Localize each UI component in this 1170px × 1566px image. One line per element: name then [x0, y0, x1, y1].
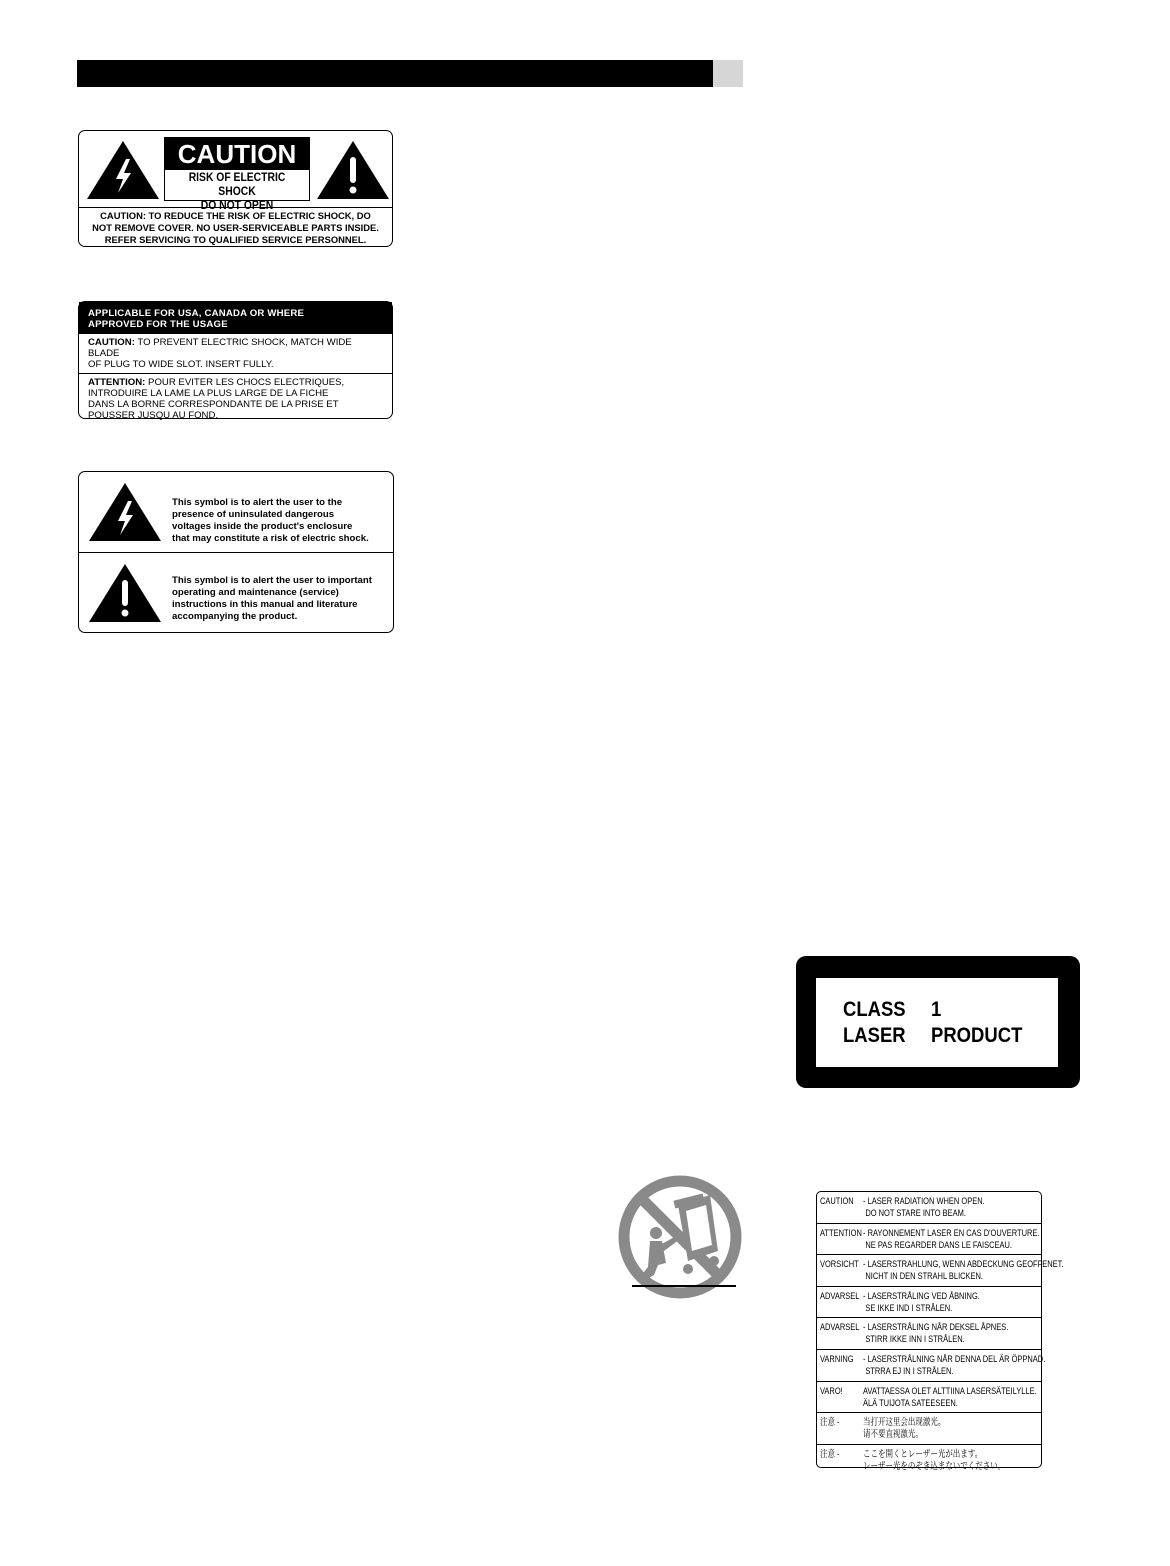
laser-table-row: [817, 1192, 1041, 1223]
caution-text-line-1: CAUTION: TO REDUCE THE RISK OF ELECTRIC SHOCK, DO: [100, 210, 371, 221]
laser-row-line: 请不要直视激光。: [863, 1429, 923, 1441]
caution-title: CAUTION: [165, 138, 309, 170]
laser-row-line: - LASER RADIATION WHEN OPEN.: [863, 1196, 985, 1207]
caution-sub-line-1: RISK OF ELECTRIC SHOCK: [188, 172, 286, 198]
plug-polarity-label: [78, 301, 393, 419]
exclamation-symbol-text: [172, 575, 392, 623]
laser-row-line: AVATTAESSA OLET ALTTIINA LASERSÄTEILYLLE.: [863, 1385, 1037, 1397]
laser-row-line: DO NOT STARE INTO BEAM.: [865, 1208, 966, 1219]
laser-row-line: ÄLÄ TUIJOTA SATEESEEN.: [863, 1397, 958, 1409]
laser-table-row: [817, 1412, 1041, 1444]
laser-row-line: NE PAS REGARDER DANS LE FAISCEAU.: [865, 1239, 1012, 1251]
exclamation-text-line: instructions in this manual and literature: [172, 599, 358, 610]
laser-table-row: [817, 1381, 1041, 1413]
plug-attention-key: ATTENTION:: [88, 377, 146, 388]
laser-row-line: STIRR IKKE INN I STRÅLEN.: [865, 1334, 965, 1346]
class-line-2: [843, 1024, 1023, 1048]
caution-text-line-2: NOT REMOVE COVER. NO USER-SERVICEABLE PARTS INSIDE.: [92, 222, 379, 233]
laser-row-line: - LASERSTRÅLING VED ÅBNING.: [863, 1290, 980, 1302]
page-header-bar: [77, 60, 713, 87]
exclamation-symbol-row: [79, 552, 393, 633]
plug-attention-line-2: INTRODUIRE LA LAME LA PLUS LARGE DE LA FICHE: [88, 388, 329, 399]
laser-row-line: ここを開くとレーザー光が出ます。: [863, 1448, 983, 1460]
plug-attention-line-4: POUSSER JUSQU AU FOND.: [88, 410, 219, 421]
laser-row-text: [863, 1259, 1063, 1283]
laser-row-text: [863, 1354, 1045, 1378]
cart-tip-over-warning-icon: [618, 1175, 742, 1299]
exclamation-text-line: accompanying the product.: [172, 611, 298, 622]
laser-row-label: CAUTION: [820, 1196, 854, 1207]
caution-subtitle: [172, 170, 302, 213]
laser-row-line: - LASERSTRÅLING NÅR DEKSEL ÅPNES.: [863, 1322, 1009, 1334]
class-number: 1: [931, 998, 942, 1021]
lightning-warning-icon: [85, 139, 161, 201]
laser-row-line: NICHT IN DEN STRAHL BLICKEN.: [865, 1271, 984, 1283]
lightning-text-line: presence of uninsulated dangerous: [172, 509, 335, 520]
caution-shock-label: [78, 130, 393, 247]
plug-heading-line-1: APPLICABLE FOR USA, CANADA OR WHERE: [88, 308, 305, 319]
laser-row-line: SE IKKE IND I STRÅLEN.: [865, 1302, 953, 1314]
laser-row-text: [863, 1417, 945, 1441]
laser-row-text: [863, 1291, 980, 1315]
caution-box: [164, 137, 310, 212]
lightning-symbol-row: [79, 472, 393, 552]
laser-row-line: - LASERSTRÅLNING NÅR DENNA DEL ÄR ÖPPNAD.: [863, 1353, 1046, 1365]
class-label-inner: [816, 978, 1058, 1067]
caution-text-line-3: REFER SERVICING TO QUALIFIED SERVICE PERSONNEL.: [104, 234, 367, 245]
laser-table-row: [817, 1317, 1041, 1349]
laser-row-line: STRRA EJ IN I STRÅLEN.: [865, 1365, 954, 1377]
laser-word: LASER: [843, 1024, 906, 1047]
page-header-tab: [713, 60, 743, 87]
laser-row-text: [863, 1196, 985, 1220]
laser-row-line: - RAYONNEMENT LASER EN CAS D'OUVERTURE.: [863, 1227, 1040, 1239]
laser-table-row: [817, 1286, 1041, 1318]
plug-heading-line-2: APPROVED FOR THE USAGE: [88, 319, 228, 330]
plug-attention-row: [79, 373, 392, 424]
laser-row-label: 注意 -: [820, 1448, 840, 1460]
class-1-laser-label: [796, 956, 1080, 1088]
laser-row-label: VARO!: [820, 1385, 843, 1397]
plug-attention-line-1: POUR EVITER LES CHOCS ELECTRIQUES,: [145, 377, 345, 388]
lightning-text-line: that may constitute a risk of electric shock.: [172, 533, 369, 544]
laser-table-row: [817, 1349, 1046, 1381]
laser-row-text: [863, 1386, 1037, 1410]
class-line-1: [843, 998, 942, 1022]
laser-row-line: レーザー光をのぞき込まないでください。: [863, 1460, 1006, 1472]
laser-caution-table: [816, 1191, 1064, 1472]
lightning-text-line: This symbol is to alert the user to the: [172, 497, 343, 508]
laser-row-text: [863, 1449, 1005, 1473]
laser-row-label: VORSICHT: [820, 1259, 859, 1271]
laser-table-row: [817, 1444, 1041, 1476]
laser-row-line: 当打开这里会出现激光。: [863, 1417, 946, 1429]
caution-label-top: [79, 131, 392, 212]
lightning-warning-icon: [87, 481, 163, 543]
exclamation-warning-icon: [315, 139, 391, 201]
product-word: PRODUCT: [931, 1024, 1023, 1047]
lightning-symbol-text: [172, 497, 392, 545]
laser-row-text: [863, 1228, 1039, 1252]
laser-table-row: [817, 1254, 1064, 1286]
exclamation-text-line: operating and maintenance (service): [172, 587, 339, 598]
laser-row-label: VARNING: [820, 1353, 854, 1365]
laser-row-label: ADVARSEL: [820, 1322, 860, 1334]
symbol-explanation-label: [78, 471, 394, 633]
caution-label-text: [79, 209, 392, 246]
class-word: CLASS: [843, 998, 906, 1021]
laser-row-text: [863, 1322, 1008, 1346]
laser-row-label: ADVARSEL: [820, 1290, 860, 1302]
exclamation-warning-icon: [87, 562, 163, 624]
plug-caution-key: CAUTION:: [88, 337, 135, 348]
laser-row-line: - LASERSTRAHLUNG, WENN ABDECKUNG GEOFFENET.: [863, 1259, 1064, 1271]
plug-caution-line-2: OF PLUG TO WIDE SLOT. INSERT FULLY.: [88, 359, 274, 370]
plug-attention-line-3: DANS LA BORNE CORRESPONDANTE DE LA PRISE ET: [88, 399, 339, 410]
caution-sub-line-2: DO NOT OPEN: [200, 200, 274, 212]
laser-row-label: ATTENTION: [820, 1227, 862, 1239]
exclamation-text-line: This symbol is to alert the user to important: [172, 575, 372, 586]
laser-row-label: 注意 -: [820, 1417, 840, 1429]
laser-table-row: [817, 1223, 1041, 1255]
lightning-text-line: voltages inside the product's enclosure: [172, 521, 353, 532]
plug-label-heading: [79, 302, 392, 334]
plug-caution-row: [79, 334, 392, 373]
plug-caution-line-1: TO PREVENT ELECTRIC SHOCK, MATCH WIDE BLADE: [88, 337, 352, 359]
